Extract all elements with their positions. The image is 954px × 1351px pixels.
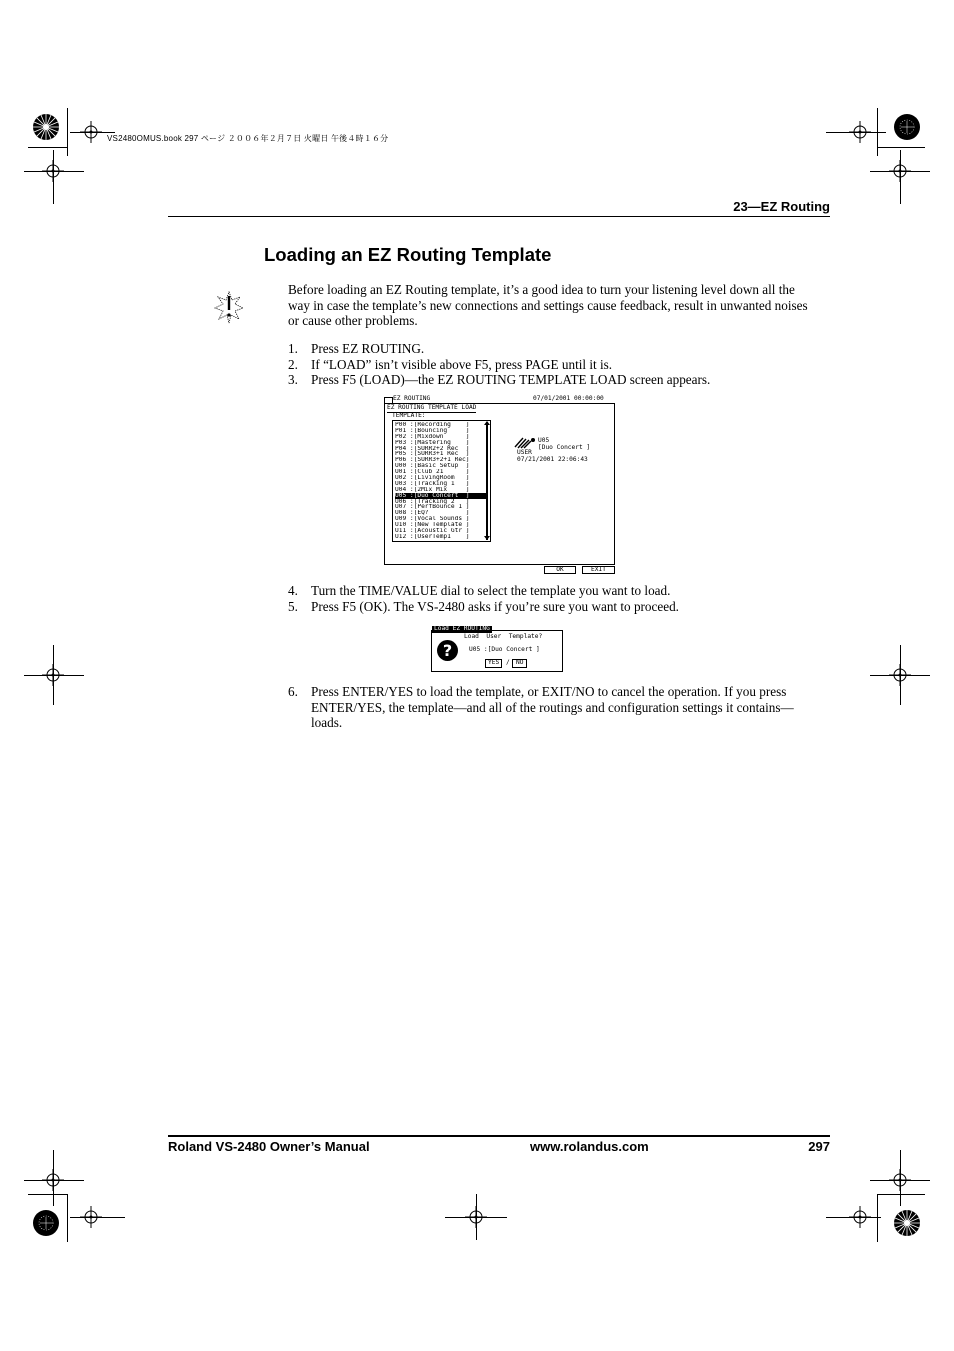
template-list-item[interactable]: P01 :[Bouncing ] xyxy=(395,427,470,434)
footer-rule xyxy=(168,1135,830,1137)
step-text: Press EZ ROUTING. xyxy=(311,341,425,356)
template-list-item[interactable]: U00 :[Basic Setup ] xyxy=(395,463,470,470)
registration-target-icon xyxy=(889,1169,911,1191)
starburst-registration-icon xyxy=(32,113,60,141)
footer-manual-title: Roland VS-2480 Owner’s Manual xyxy=(168,1139,370,1154)
ok-button[interactable]: OK xyxy=(544,566,576,574)
question-mark-icon: ? xyxy=(437,640,458,661)
template-list-item[interactable]: U05 :[Duo Concert ] xyxy=(395,493,487,499)
template-list xyxy=(395,422,487,540)
registration-target-icon xyxy=(80,1206,102,1228)
step-text: Press ENTER/YES to load the template, or EXIT/NO to cancel the operation. If you press ENTER/YES, the template—and all of the routings and configuration settings it contains—loads. xyxy=(311,684,794,731)
step-item xyxy=(288,583,808,599)
info-template-id: U05 xyxy=(538,437,550,444)
screen-title: EZ ROUTING TEMPLATE LOAD xyxy=(387,404,477,411)
template-list-item[interactable]: P04 :[SURR2+2 Rec ] xyxy=(395,445,470,452)
registration-target-icon xyxy=(849,121,871,143)
template-list-item[interactable]: P05 :[SURR3+1 Rec ] xyxy=(395,451,470,458)
print-file-stamp: VS2480OMUS.book 297 ページ ２００６年２月７日 火曜日 午後４時１６分 xyxy=(107,134,389,143)
template-list-item[interactable]: P03 :[Mastering ] xyxy=(395,439,470,446)
ez-routing-template-load-screen xyxy=(384,395,616,573)
registration-target-icon xyxy=(42,1169,64,1191)
step-text: If “LOAD” isn’t visible above F5, press PAGE until it is. xyxy=(311,356,613,372)
section-heading: Loading an EZ Routing Template xyxy=(264,244,552,265)
steps-list-c xyxy=(288,684,808,731)
exit-button[interactable]: EXIT xyxy=(582,566,615,574)
starburst-registration-icon xyxy=(893,1209,921,1237)
steps-list-a xyxy=(288,341,808,388)
footer-url: www.rolandus.com xyxy=(530,1139,649,1154)
template-list-item[interactable]: P00 :[Recording ] xyxy=(395,422,470,428)
dotted-target-icon xyxy=(32,1209,60,1237)
template-list-item[interactable]: U02 :[LivingRoom ] xyxy=(395,475,470,481)
chapter-title: 23—EZ Routing xyxy=(733,199,830,214)
step-item xyxy=(288,372,808,388)
info-template-type: USER xyxy=(517,449,532,456)
step-item xyxy=(288,684,808,731)
dotted-target-icon xyxy=(893,113,921,141)
template-list-item[interactable]: P02 :[Mixdown ] xyxy=(395,433,470,440)
routing-template-icon xyxy=(514,435,536,449)
info-template-date: 07/21/2001 22:06:43 xyxy=(517,456,588,463)
steps-list-b xyxy=(288,583,808,614)
page-number: 297 xyxy=(808,1139,830,1154)
template-list-item[interactable]: U03 :[Tracking 1 ] xyxy=(395,480,470,487)
dialog-separator: / xyxy=(506,659,510,666)
template-list-item[interactable]: U10 :[New Template ] xyxy=(395,522,470,529)
template-list-item[interactable]: U04 :[2Mix Mix ] xyxy=(395,486,470,493)
template-list-item[interactable]: U07 :[PerfBounce 1 ] xyxy=(395,504,470,511)
registration-target-icon xyxy=(80,121,102,143)
registration-target-icon xyxy=(42,664,64,686)
template-list-item[interactable]: U12 :[UserTemp1 ] xyxy=(395,533,470,540)
template-list-item[interactable]: U06 :[Tracking 2 ] xyxy=(395,498,470,505)
template-list-item[interactable]: P06 :[SURR3+2+1 Rec] xyxy=(395,457,470,464)
registration-target-icon xyxy=(889,160,911,182)
dialog-template-name: U05 :[Duo Concert ] xyxy=(469,646,540,653)
step-number: 4. xyxy=(288,583,298,598)
caution-burst-icon xyxy=(214,290,244,324)
template-list-item[interactable]: U11 :[Acoustic Gtr ] xyxy=(395,528,470,534)
step-number: 1. xyxy=(288,341,298,356)
step-number: 3. xyxy=(288,372,298,388)
template-list-label: TEMPLATE: xyxy=(392,412,426,419)
registration-target-icon xyxy=(849,1206,871,1228)
header-rule xyxy=(168,216,830,217)
no-button[interactable]: NO xyxy=(512,659,527,668)
step-item xyxy=(288,357,808,373)
template-list-item[interactable]: U09 :[Vocal Sounds ] xyxy=(395,516,470,523)
screen-tab-label: EZ ROUTING xyxy=(393,395,431,402)
step-text: Turn the TIME/VALUE dial to select the template you want to load. xyxy=(311,583,671,598)
warning-paragraph: Before loading an EZ Routing template, it’s a good idea to turn your listening level down all the way in case the template’s new connections and settings cause feedback, result in unwanted noises or cause other problems. xyxy=(288,282,808,329)
step-text: Press F5 (OK). The VS-2480 asks if you’re sure you want to proceed. xyxy=(311,598,679,614)
load-confirmation-dialog xyxy=(431,626,563,672)
registration-target-icon xyxy=(465,1206,487,1228)
dialog-title: Load EZ ROUTING xyxy=(434,625,490,632)
step-item xyxy=(288,341,808,357)
dialog-question: Load User Template? xyxy=(464,633,543,640)
yes-button[interactable]: YES xyxy=(485,659,502,668)
step-number: 2. xyxy=(288,356,298,372)
step-number: 6. xyxy=(288,684,298,699)
template-list-item[interactable]: U01 :[Club 21 ] xyxy=(395,469,470,476)
screen-datetime: 07/01/2001 00:00:00 xyxy=(533,395,604,402)
step-number: 5. xyxy=(288,598,298,614)
step-text: Press F5 (LOAD)—the EZ ROUTING TEMPLATE LOAD screen appears. xyxy=(311,372,711,388)
registration-target-icon xyxy=(42,160,64,182)
template-list-item[interactable]: U08 :[EQ? ] xyxy=(395,510,470,517)
scroll-down-arrow-icon[interactable] xyxy=(484,536,490,540)
registration-target-icon xyxy=(889,664,911,686)
template-list-scrollbar[interactable] xyxy=(486,422,488,540)
scroll-up-arrow-icon[interactable] xyxy=(484,421,490,425)
step-item xyxy=(288,599,808,615)
info-template-name: [Duo Concert ] xyxy=(538,444,591,451)
